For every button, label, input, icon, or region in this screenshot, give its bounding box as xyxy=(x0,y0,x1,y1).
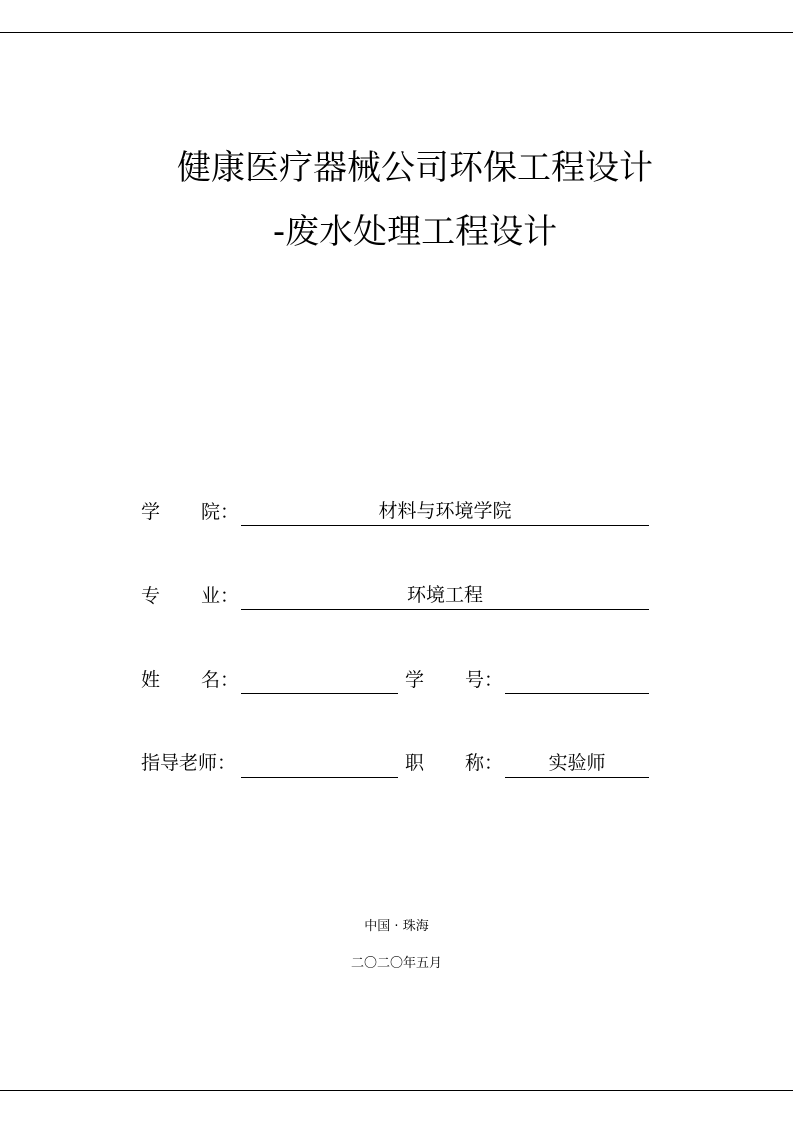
major-field[interactable]: 环境工程 xyxy=(241,583,649,610)
name-label-char2: 名： xyxy=(201,669,240,691)
college-label-char2: 院： xyxy=(201,501,240,523)
advisor-field[interactable] xyxy=(241,751,398,778)
date-text: 二〇二〇年五月 xyxy=(350,956,442,971)
job-title-field[interactable]: 实验师 xyxy=(505,751,649,778)
name-field[interactable] xyxy=(241,667,398,694)
job-title-label-char2: 称： xyxy=(465,752,504,774)
student-id-label-char2: 号： xyxy=(465,669,504,691)
job-title-label-char1: 职 xyxy=(405,752,425,774)
name-label xyxy=(141,668,241,692)
major-label-char1: 专 xyxy=(141,585,161,607)
college-field[interactable]: 材料与环境学院 xyxy=(241,499,649,526)
student-id-label-char1: 学 xyxy=(405,669,425,691)
name-label-char1: 姓 xyxy=(141,669,161,691)
college-label-char1: 学 xyxy=(141,501,161,523)
footer-rule xyxy=(0,1090,793,1091)
major-label-char2: 业： xyxy=(201,585,240,607)
student-id-label xyxy=(405,668,505,692)
major-label xyxy=(141,584,241,608)
location-text: 中国 · 珠海 xyxy=(364,919,429,934)
document-subtitle: -废水处理工程设计 xyxy=(272,212,558,252)
advisor-label: 指导老师： xyxy=(141,752,237,774)
document-title: 健康医疗器械公司环保工程设计 xyxy=(177,148,653,188)
job-title-label xyxy=(405,751,505,775)
header-rule xyxy=(0,32,793,33)
college-label xyxy=(141,500,241,524)
student-id-field[interactable] xyxy=(505,667,649,694)
